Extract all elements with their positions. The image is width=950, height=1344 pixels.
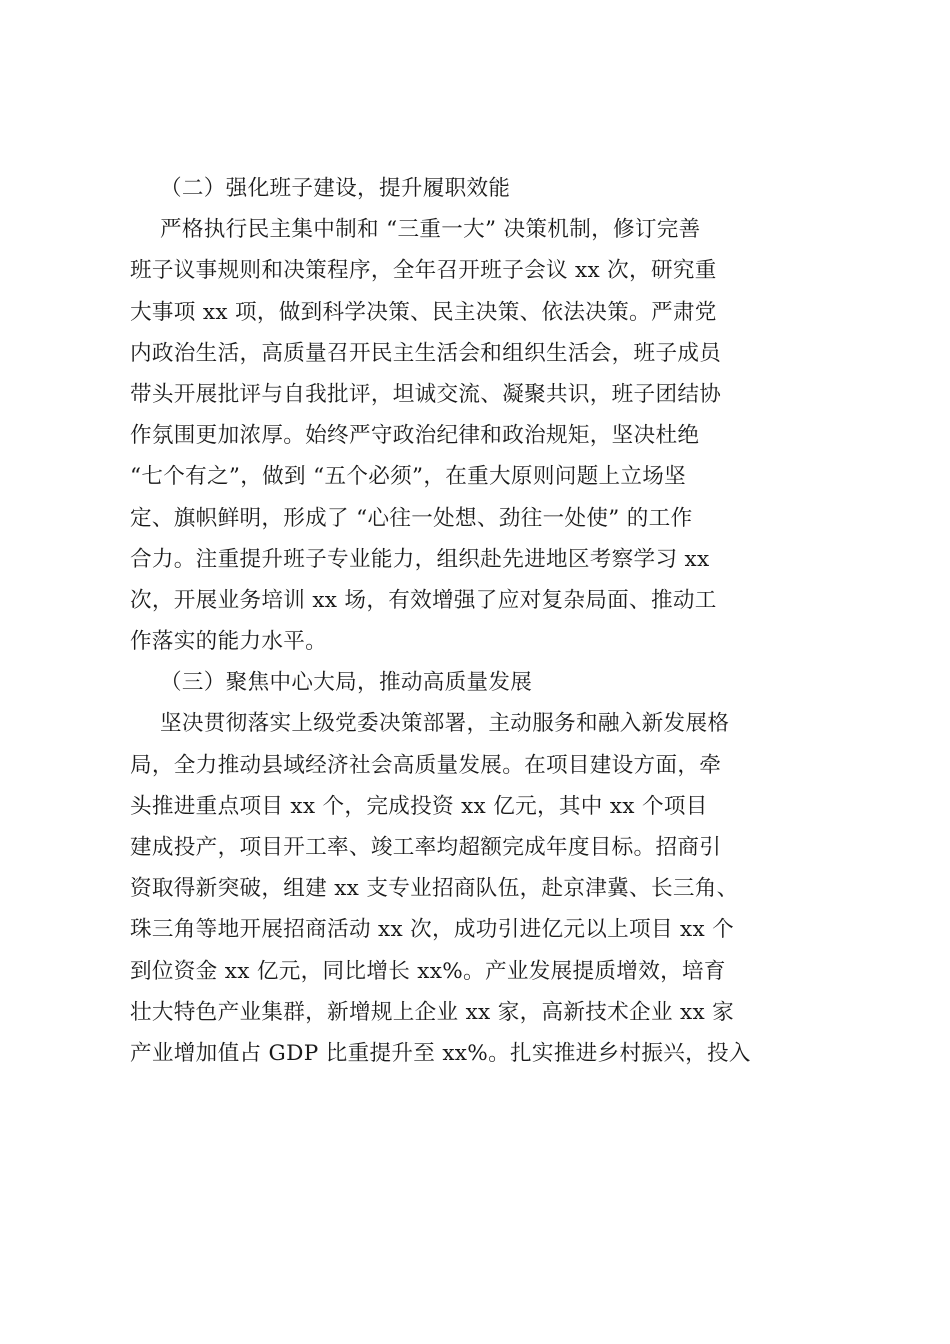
paragraph-line: “七个有之”，做到 “五个必须”，在重大原则问题上立场坚 [130,464,687,490]
paragraph-line: 珠三角等地开展招商活动 xx 次，成功引进亿元以上项目 xx 个 [130,917,735,943]
paragraph-line: 定、旗帜鲜明，形成了 “心往一处想、劲往一处使” 的工作 [130,505,693,531]
paragraph-line: 产业增加值占 GDP 比重提升至 xx%。扎实推进乡村振兴，投入 [130,1040,751,1066]
section-heading-2: （二）强化班子建设，提升履职效能 [160,176,511,201]
paragraph-line: 坚决贯彻落实上级党委决策部署，主动服务和融入新发展格 [160,711,730,737]
paragraph-line: 合力。注重提升班子专业能力，组织赴先进地区考察学习 xx [130,546,710,572]
paragraph-line: 到位资金 xx 亿元，同比增长 xx%。产业发展提质增效，培育 [130,958,726,984]
paragraph-line: 严格执行民主集中制和 “三重一大” 决策机制，修订完善 [160,217,701,243]
paragraph-line: 班子议事规则和决策程序，全年召开班子会议 xx 次，研究重 [130,258,717,284]
paragraph-line: 局，全力推动县域经济社会高质量发展。在项目建设方面，牵 [130,752,722,778]
paragraph-line: 内政治生活，高质量召开民主生活会和组织生活会，班子成员 [130,340,722,366]
paragraph-line: 作落实的能力水平。 [130,629,328,655]
paragraph-line: 建成投产，项目开工率、竣工率均超额完成年度目标。招商引 [130,835,722,860]
paragraph-line: 壮大特色产业集群，新增规上企业 xx 家，高新技术企业 xx 家 [130,999,735,1025]
paragraph-line: 资取得新突破，组建 xx 支专业招商队伍，赴京津冀、长三角、 [130,876,739,902]
paragraph-line: 次，开展业务培训 xx 场，有效增强了应对复杂局面、推动工 [130,587,717,613]
paragraph-line: 带头开展批评与自我批评，坦诚交流、凝聚共识，班子团结协 [130,381,722,407]
document-page [130,168,830,1074]
paragraph-line: 大事项 xx 项，做到科学决策、民主决策、依法决策。严肃党 [130,299,717,325]
paragraph-line: 头推进重点项目 xx 个，完成投资 xx 亿元，其中 xx 个项目 [130,793,708,819]
section-heading-3: （三）聚焦中心大局，推动高质量发展 [160,670,533,696]
paragraph-line: 作氛围更加浓厚。始终严守政治纪律和政治规矩，坚决杜绝 [130,423,700,449]
